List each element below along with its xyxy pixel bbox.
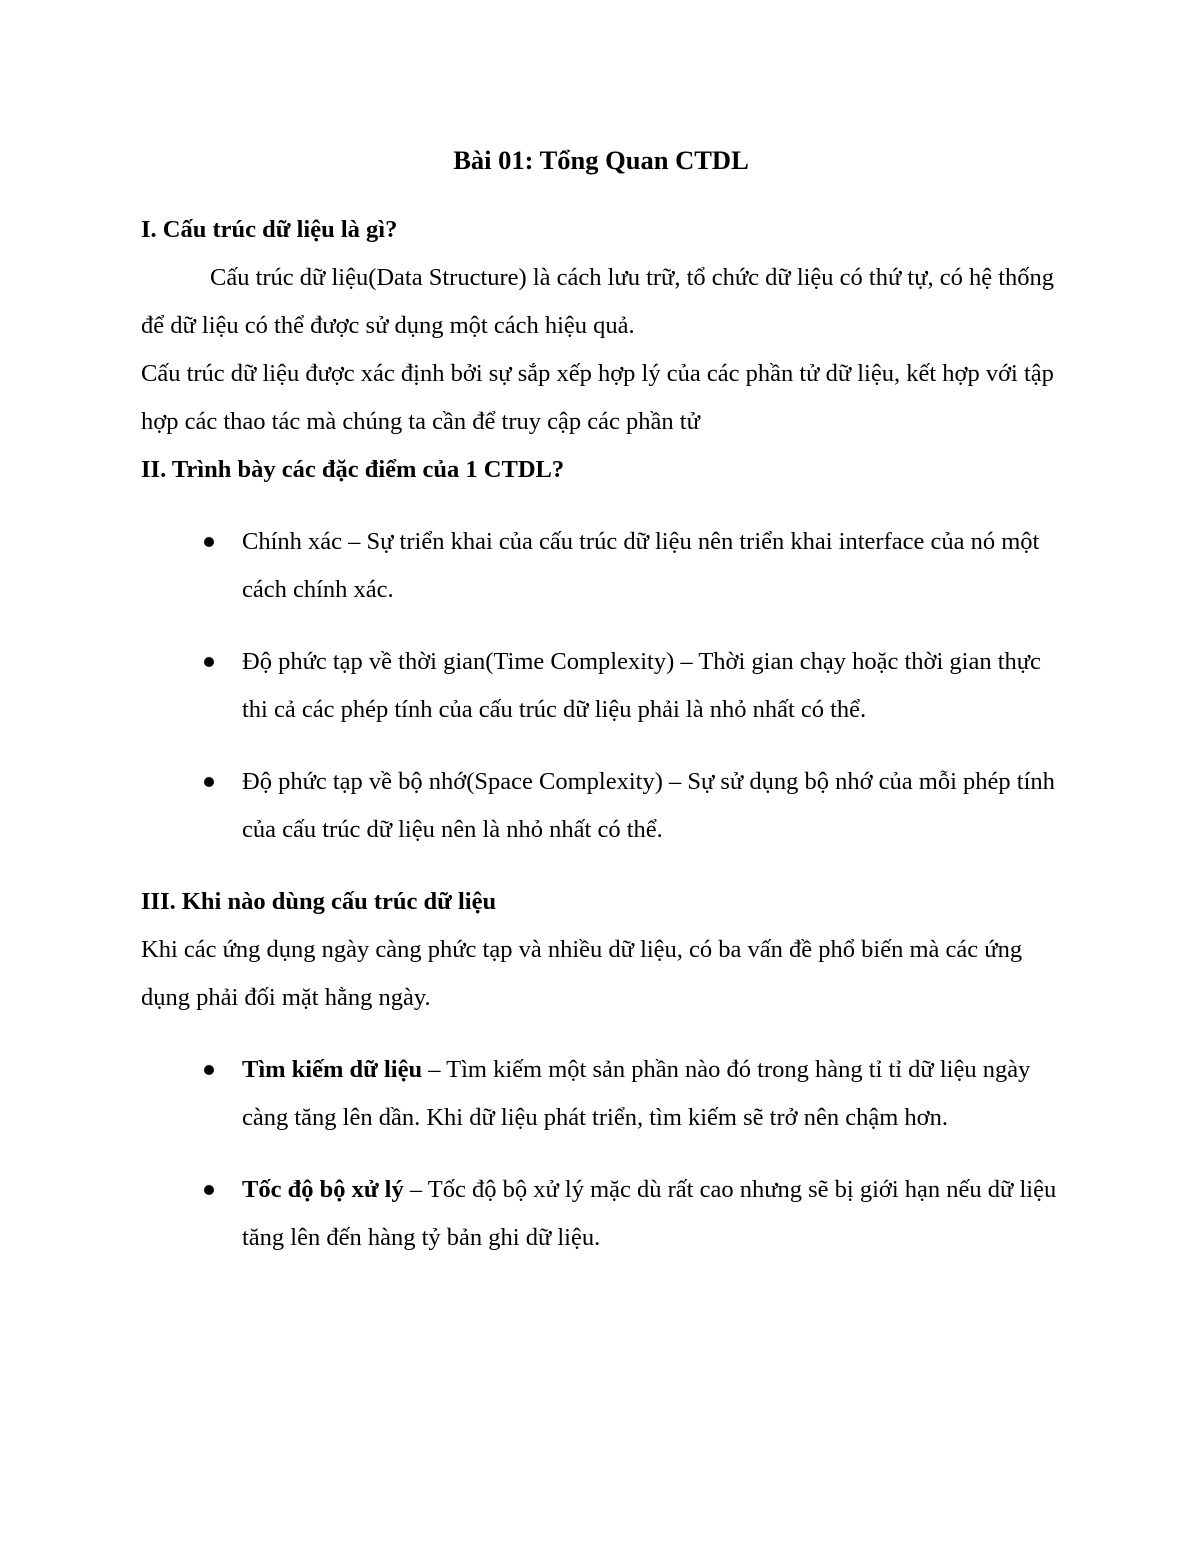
bullet-text: Độ phức tạp về thời gian(Time Complexity) – Thời gian chạy hoặc thời gian thực thi cả các phép tính của cấu trúc dữ liệu phải là nhỏ nhất có thể.	[242, 648, 1041, 723]
bullet-icon	[204, 1065, 214, 1075]
bullet-text: – Tốc độ bộ xử lý mặc dù rất cao nhưng sẽ bị giới hạn nếu dữ liệu tăng lên đến hàng tỷ bản ghi dữ liệu.	[242, 1176, 1057, 1251]
section-1-paragraph-2: Cấu trúc dữ liệu được xác định bởi sự sắp xếp hợp lý của các phần tử dữ liệu, kết hợp với tập hợp các thao tác mà chúng ta cần để truy cập các phần tử	[141, 360, 1054, 435]
bullet-item	[141, 638, 1061, 734]
bullet-icon	[204, 777, 214, 787]
bullet-item	[141, 1046, 1061, 1142]
bullet-icon	[204, 537, 214, 547]
section-3-bullet-list	[141, 1046, 1061, 1262]
bullet-icon	[204, 657, 214, 667]
section-2-heading: II. Trình bày các đặc điểm của 1 CTDL?	[141, 456, 565, 483]
bullet-text: Độ phức tạp về bộ nhớ(Space Complexity) – Sự sử dụng bộ nhớ của mỗi phép tính của cấu trúc dữ liệu nên là nhỏ nhất có thể.	[242, 768, 1055, 843]
bullet-term: Tốc độ bộ xử lý	[242, 1176, 404, 1203]
document-content	[141, 138, 1061, 1286]
bullet-item	[141, 518, 1061, 614]
section-1-heading: I. Cấu trúc dữ liệu là gì?	[141, 216, 398, 243]
bullet-icon	[204, 1185, 214, 1195]
bullet-text: – Tìm kiếm một sản phần nào đó trong hàng tỉ tỉ dữ liệu ngày càng tăng lên dần. Khi dữ liệu phát triển, tìm kiếm sẽ trở nên chậm hơn.	[242, 1056, 1031, 1131]
section-3-paragraph: Khi các ứng dụng ngày càng phức tạp và nhiều dữ liệu, có ba vấn đề phổ biến mà các ứng dụng phải đối mặt hằng ngày.	[141, 936, 1023, 1011]
document-title: Bài 01: Tổng Quan CTDL	[453, 145, 749, 175]
bullet-item	[141, 758, 1061, 854]
bullet-item	[141, 1166, 1061, 1262]
bullet-text: Chính xác – Sự triển khai của cấu trúc dữ liệu nên triển khai interface của nó một cách chính xác.	[242, 528, 1040, 603]
section-3-heading: III. Khi nào dùng cấu trúc dữ liệu	[141, 888, 497, 915]
bullet-term: Tìm kiếm dữ liệu	[242, 1056, 423, 1083]
section-1-paragraph-1: Cấu trúc dữ liệu(Data Structure) là cách lưu trữ, tổ chức dữ liệu có thứ tự, có hệ thống để dữ liệu có thể được sử dụng một cách hiệu quả.	[141, 264, 1055, 339]
section-2-bullet-list	[141, 518, 1061, 854]
